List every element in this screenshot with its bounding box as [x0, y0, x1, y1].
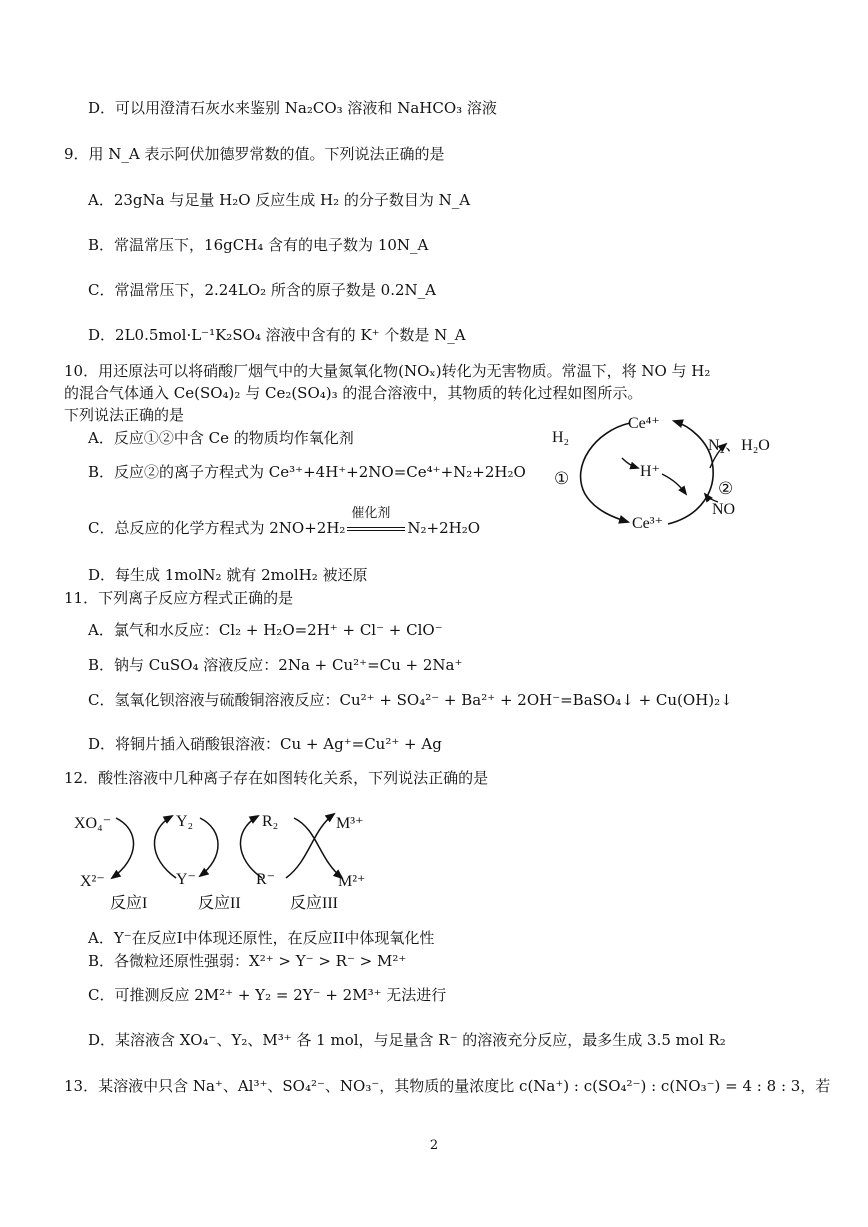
q12-option-b: B．各微粒还原性强弱：X²⁺ > Y⁻ > R⁻ > M²⁺ [88, 952, 407, 970]
q10-catalyst-arrow [345, 506, 407, 538]
q10-stem-line2: 的混合气体通入 Ce(SO₄)₂ 与 Ce₂(SO₄)₃ 的混合溶液中，其物质的转化过程如图所示。 [64, 384, 643, 402]
q9-option-d: D．2L0.5mol·L⁻¹K₂SO₄ 溶液中含有的 K⁺ 个数是 N_A [88, 326, 466, 344]
q11-option-b: B．钠与 CuSO₄ 溶液反应：2Na + Cu²⁺=Cu + 2Na⁺ [88, 656, 463, 674]
q10-option-a: A．反应①②中含 Ce 的物质均作氧化剂 [88, 429, 354, 447]
no-label: NO [712, 501, 736, 518]
ce3-label: Ce³⁺ [632, 515, 664, 532]
reaction2-label: 反应II [198, 895, 241, 912]
q13-stem: 13．某溶液中只含 Na⁺、Al³⁺、SO₄²⁻、NO₃⁻，其物质的量浓度比 c(Na⁺) : c(SO₄²⁻) : c(NO₃⁻) = 4 : 8 : 3，若 [64, 1077, 831, 1095]
y-minus-label: Y⁻ [176, 871, 196, 888]
h-plus-label: H⁺ [640, 463, 660, 480]
cycle-right-arc [668, 421, 713, 524]
h-plus-out-arrow [662, 474, 686, 494]
reaction1-down-arc [112, 818, 134, 878]
reaction3-down-arc [294, 818, 342, 878]
q10-option-c-prefix: C．总反应的化学方程式为 2NO+2H₂ [88, 519, 346, 537]
q11-option-a: A．氯气和水反应：Cl₂ + H₂O=2H⁺ + Cl⁻ + ClO⁻ [88, 621, 443, 639]
h2-label: H₂ [552, 429, 570, 446]
q10-catalyst-label: 催化剂 [351, 506, 391, 521]
reaction3-up-arc [286, 814, 334, 878]
reaction1-up-arc [154, 816, 176, 878]
reaction2-down-arc [200, 818, 218, 876]
q10-catalyst-line-bottom [347, 530, 405, 531]
q10-option-c [88, 506, 481, 538]
q10-stem-line1: 10．用还原法可以将硝酸厂烟气中的大量氮氧化物(NOₓ)转化为无害物质。常温下，将 NO 与 H₂ [64, 362, 711, 380]
page-number: 2 [429, 1138, 439, 1153]
q12-option-c: C．可推测反应 2M²⁺ + Y₂ = 2Y⁻ + 2M³⁺ 无法进行 [88, 986, 447, 1004]
q12-stem: 12．酸性溶液中几种离子存在如图转化关系，下列说法正确的是 [64, 769, 489, 787]
q11-stem: 11．下列离子反应方程式正确的是 [64, 589, 294, 607]
r-minus-label: R⁻ [256, 871, 276, 888]
m3-label: M³⁺ [336, 815, 364, 832]
q10-option-b: B．反应②的离子方程式为 Ce³⁺+4H⁺+2NO=Ce⁴⁺+N₂+2H₂O [88, 463, 526, 481]
cycle-left-arc [581, 423, 630, 522]
step2-label: ② [718, 479, 734, 498]
ion-conversion-diagram [72, 800, 392, 920]
q12-option-d: D．某溶液含 XO₄⁻、Y₂、M³⁺ 各 1 mol，与足量含 R⁻ 的溶液充分反应，最多生成 3.5 mol R₂ [88, 1031, 726, 1049]
q9-option-a: A．23gNa 与足量 H₂O 反应生成 H₂ 的分子数目为 N_A [88, 191, 471, 209]
q11-option-d: D．将铜片插入硝酸银溶液：Cu + Ag⁺=Cu²⁺ + Ag [88, 735, 442, 753]
y2-label: Y₂ [176, 813, 194, 830]
q8-option-d: D．可以用澄清石灰水来鉴别 Na₂CO₃ 溶液和 NaHCO₃ 溶液 [88, 99, 497, 117]
xo4-label: XO₄⁻ [74, 815, 112, 832]
step1-label: ① [554, 469, 570, 488]
products-label: N₂、H₂O [708, 437, 770, 454]
x2-label: X²⁻ [80, 873, 105, 890]
q10-option-c-suffix: N₂+2H₂O [407, 519, 481, 537]
reaction1-label: 反应I [110, 895, 148, 912]
m2-label: M²⁺ [338, 873, 366, 890]
q9-stem: 9．用 N_A 表示阿伏加德罗常数的值。下列说法正确的是 [64, 145, 445, 163]
q10-option-d: D．每生成 1molN₂ 就有 2molH₂ 被还原 [88, 566, 368, 584]
h-plus-in-arrow [622, 458, 638, 468]
q10-stem-line3: 下列说法正确的是 [64, 406, 185, 424]
reaction2-up-arc [240, 816, 262, 878]
q11-option-c: C．氢氧化钡溶液与硫酸铜溶液反应：Cu²⁺ + SO₄²⁻ + Ba²⁺ + 2OH⁻=BaSO₄↓ + Cu(OH)₂↓ [88, 691, 733, 709]
q10-catalyst-line-top [347, 527, 405, 528]
ce4-label: Ce⁴⁺ [628, 415, 660, 432]
q9-option-c: C．常温常压下，2.24LO₂ 所含的原子数是 0.2N_A [88, 281, 436, 299]
reaction3-label: 反应III [290, 895, 338, 912]
r2-label: R₂ [262, 813, 279, 830]
ce-cycle-diagram [540, 406, 800, 536]
q12-option-a: A．Y⁻在反应I中体现还原性，在反应II中体现氧化性 [88, 929, 435, 947]
q9-option-b: B．常温常压下，16gCH₄ 含有的电子数为 10N_A [88, 236, 429, 254]
